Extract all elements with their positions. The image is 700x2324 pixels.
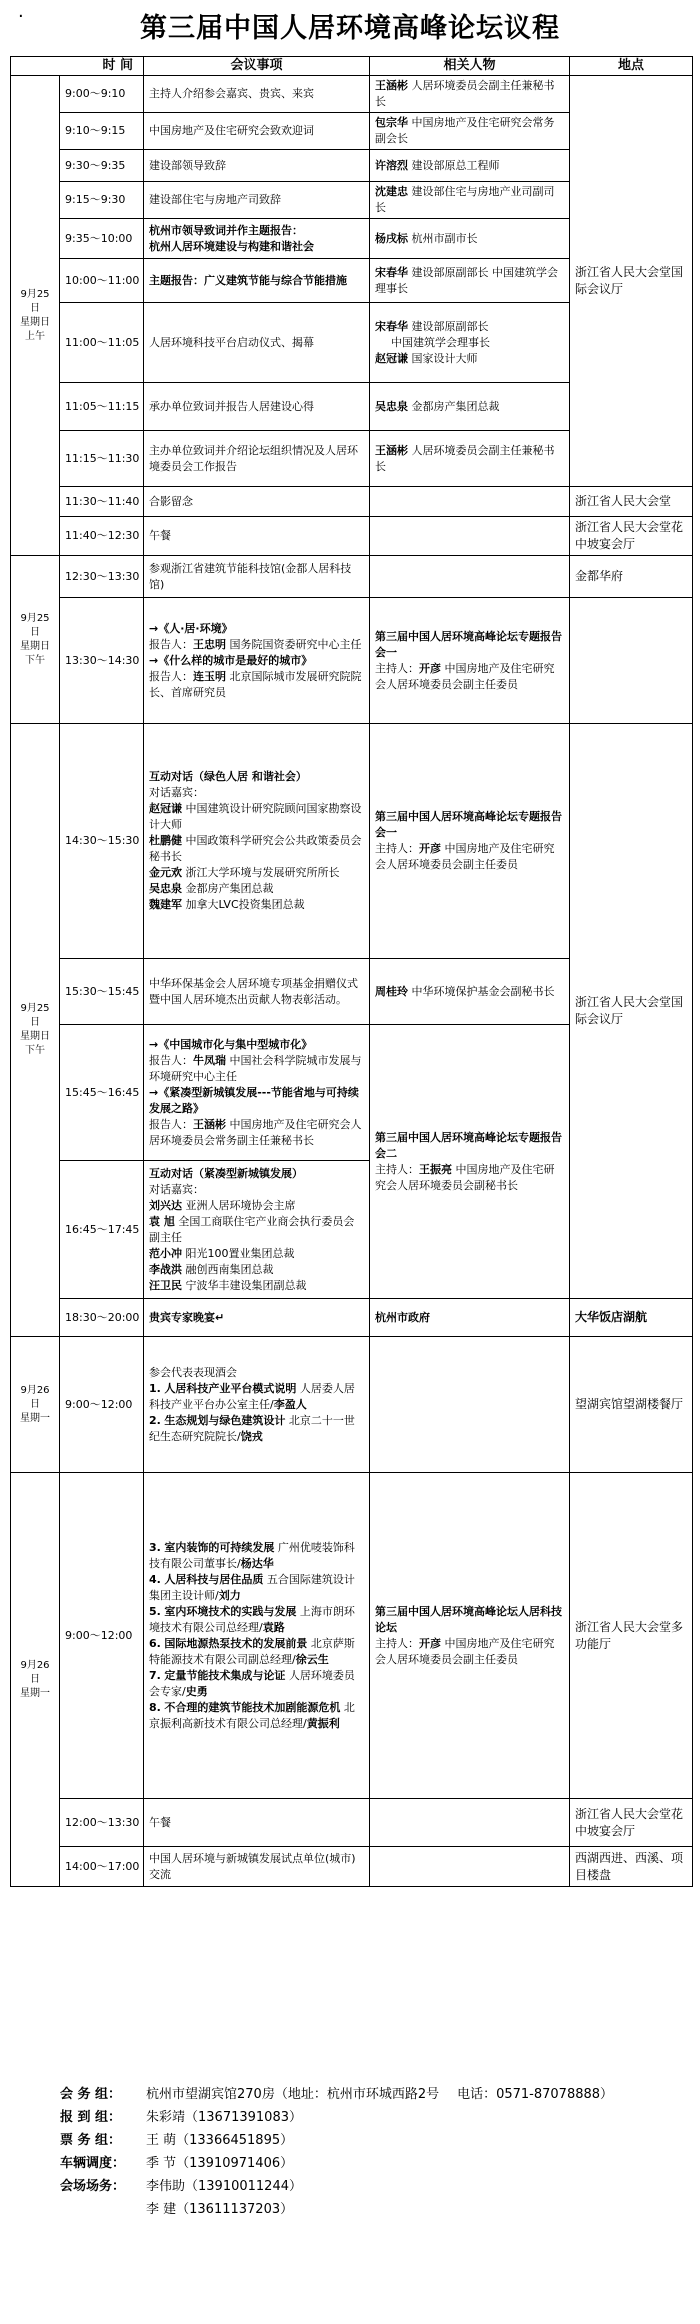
contact-row: 车辆调度： 季 节（13910971406） [60,2156,294,2171]
people-cell [370,517,570,556]
contact-footer [60,2083,680,2221]
contact-row: 票 务 组： 王 萌（13366451895） [60,2133,294,2148]
people-cell: 包宗华 中国房地产及住宅研究会常务副会长 [370,113,570,150]
people-cell [370,487,570,517]
header-row [11,57,693,76]
time-cell: 14:00～17:00 [60,1847,144,1887]
table-row [11,487,693,517]
people-cell [370,1799,570,1847]
event-cell: →《中国城市化与集中型城市化》 报告人：牛凤瑞 中国社会科学院城市发展与环境研究中心主任 →《紧凑型新城镇发展---节能省地与可持续发展之路》 报告人：王涵彬 中国房地产及住宅研究会人居环境委员会常务副主任兼秘书长 [144,1025,370,1161]
event-cell: 中华环保基金会人居环境专项基金捐赠仪式暨中国人居环境杰出贡献人物表彰活动。 [144,959,370,1025]
time-cell: 13:30～14:30 [60,598,144,724]
contact-row: 会场场务： 李伟助（13910011244） [60,2179,302,2194]
time-cell: 11:30～11:40 [60,487,144,517]
people-cell [370,1337,570,1473]
time-cell: 16:45～17:45 [60,1161,144,1299]
event-cell: 贵宾专家晚宴↵ [144,1299,370,1337]
header-people: 相关人物 [370,57,570,76]
event-cell: 杭州市领导致词并作主题报告： 杭州人居环境建设与构建和谐社会 [144,219,370,259]
time-cell: 15:30～15:45 [60,959,144,1025]
time-cell: 12:30～13:30 [60,556,144,598]
time-cell: 11:15～11:30 [60,431,144,487]
venue-cell: 浙江省人民大会堂花中坡宴会厅 [570,1799,693,1847]
people-cell: 王涵彬 人居环境委员会副主任兼秘书长 [370,76,570,113]
time-cell: 9:00～9:10 [60,76,144,113]
people-cell: 第三届中国人居环境高峰论坛人居科技论坛 主持人：开彦 中国房地产及住宅研究会人居环境委员会副主任委员 [370,1473,570,1799]
people-cell: 杭州市政府 [370,1299,570,1337]
table-row [11,1473,693,1799]
table-row [11,1847,693,1887]
time-cell: 9:00～12:00 [60,1473,144,1799]
table-row [11,1299,693,1337]
event-cell: 互动对话（紧凑型新城镇发展） 对话嘉宾： 刘兴达 亚洲人居环境协会主席 袁 旭 全国工商联住宅产业商会执行委员会副主任 范小冲 阳光100置业集团总裁 李战洪 融创西南集团总裁 汪卫民 宁波华丰建设集团副总裁 [144,1161,370,1299]
time-cell: 18:30～20:00 [60,1299,144,1337]
event-cell: 合影留念 [144,487,370,517]
event-cell: 建设部领导致辞 [144,150,370,182]
date-cell: 9月26日 星期一 [11,1473,60,1887]
event-cell: 午餐 [144,517,370,556]
time-cell: 9:10～9:15 [60,113,144,150]
people-cell: 宋春华 建设部原副部长 中国建筑学会理事长 赵冠谦 国家设计大师 [370,303,570,383]
table-row [11,76,693,113]
people-cell: 王涵彬 人居环境委员会副主任兼秘书长 [370,431,570,487]
header-event: 会议事项 [144,57,370,76]
table-row [11,1799,693,1847]
venue-cell [570,598,693,724]
venue-cell: 浙江省人民大会堂 [570,487,693,517]
people-cell: 沈建忠 建设部住宅与房地产业司副司长 [370,182,570,219]
people-cell: 第三届中国人居环境高峰论坛专题报告会一 主持人：开彦 中国房地产及住宅研究会人居环境委员会副主任委员 [370,724,570,959]
event-cell: 参观浙江省建筑节能科技馆(金都人居科技馆) [144,556,370,598]
people-cell [370,1847,570,1887]
time-cell: 9:00～12:00 [60,1337,144,1473]
event-cell: 参会代表表现酒会 1. 人居科技产业平台模式说明 人居委人居科技产业平台办公室主任/李盈人 2. 生态规划与绿色建筑设计 北京二十一世纪生态研究院院长/饶戎 [144,1337,370,1473]
people-cell: 宋春华 建设部原副部长 中国建筑学会理事长 [370,259,570,303]
time-cell: 11:00～11:05 [60,303,144,383]
contact-row: 李 建（13611137203） [146,2202,294,2217]
table-row [11,1337,693,1473]
page-title: 第三届中国人居环境高峰论坛议程 [140,13,560,44]
event-cell: →《人·居·环境》 报告人：王忠明 国务院国资委研究中心主任 →《什么样的城市是最好的城市》 报告人：连玉明 北京国际城市发展研究院院长、首席研究员 [144,598,370,724]
venue-cell: 浙江省人民大会堂多功能厅 [570,1473,693,1799]
date-cell: 9月25日 星期日 下午 [11,724,60,1337]
event-cell: 主题报告：广义建筑节能与综合节能措施 [144,259,370,303]
table-row [11,724,693,959]
table-row [11,517,693,556]
venue-cell: 大华饭店湖航 [570,1299,693,1337]
event-cell: 人居环境科技平台启动仪式、揭幕 [144,303,370,383]
bullet-dot: · [18,6,24,27]
people-cell: 杨戌标 杭州市副市长 [370,219,570,259]
time-cell: 9:35～10:00 [60,219,144,259]
event-cell: 午餐 [144,1799,370,1847]
time-cell: 9:15～9:30 [60,182,144,219]
event-cell: 建设部住宅与房地产司致辞 [144,182,370,219]
table-row [11,556,693,598]
event-cell: 3. 室内装饰的可持续发展 广州优唛装饰科技有限公司董事长/杨达华 4. 人居科技与居住品质 五合国际建筑设计集团主设计师/刘力 5. 室内环境技术的实践与发展 上海市朗环境技术有限公司总经理/袁路 6. 国际地源热泵技术的发展前景 北京萨斯特能源技术有限公司副总经理/徐云生 7. 定量节能技术集成与论证 人居环境委员会专家/史勇 8. 不合理的建筑节能技术加剧能源危机 北京振利高新技术有限公司总经理/黄振利 [144,1473,370,1799]
time-cell: 14:30～15:30 [60,724,144,959]
people-cell [370,556,570,598]
event-cell: 主持人介绍参会嘉宾、贵宾、来宾 [144,76,370,113]
contact-row: 会 务 组： 杭州市望湖宾馆270房（地址：杭州市环城西路2号 电话：0571-87078888） [60,2087,614,2102]
venue-cell: 浙江省人民大会堂国际会议厅 [570,724,693,1299]
date-cell: 9月25日 星期日 上午 [11,76,60,556]
event-cell: 互动对话（绿色人居 和谐社会） 对话嘉宾： 赵冠谦 中国建筑设计研究院顾问国家勘察设计大师 杜鹏健 中国政策科学研究会公共政策委员会秘书长 金元欢 浙江大学环境与发展研究所所长 吴忠泉 金都房产集团总裁 魏建军 加拿大LVC投资集团总裁 [144,724,370,959]
table-row [11,598,693,724]
event-cell: 中国人居环境与新城镇发展试点单位(城市)交流 [144,1847,370,1887]
contact-row: 报 到 组： 朱彩靖（13671391083） [60,2110,302,2125]
people-cell: 吴忠泉 金都房产集团总裁 [370,383,570,431]
venue-cell: 金都华府 [570,556,693,598]
header-time: 时 间 [11,57,144,76]
date-cell: 9月25日 星期日 下午 [11,556,60,724]
venue-cell: 浙江省人民大会堂花中坡宴会厅 [570,517,693,556]
venue-cell: 望湖宾馆望湖楼餐厅 [570,1337,693,1473]
time-cell: 12:00～13:30 [60,1799,144,1847]
time-cell: 15:45～16:45 [60,1025,144,1161]
time-cell: 11:40～12:30 [60,517,144,556]
people-cell: 第三届中国人居环境高峰论坛专题报告会二 主持人：王振亮 中国房地产及住宅研究会人居环境委员会副秘书长 [370,1025,570,1299]
people-cell: 周桂玲 中华环境保护基金会副秘书长 [370,959,570,1025]
event-cell: 承办单位致词并报告人居建设心得 [144,383,370,431]
header-venue: 地点 [570,57,693,76]
event-cell: 主办单位致词并介绍论坛组织情况及人居环境委员会工作报告 [144,431,370,487]
venue-cell: 浙江省人民大会堂国际会议厅 [570,76,693,487]
time-cell: 9:30～9:35 [60,150,144,182]
time-cell: 10:00～11:00 [60,259,144,303]
venue-cell: 西湖西进、西溪、项目楼盘 [570,1847,693,1887]
people-cell: 许溶烈 建设部原总工程师 [370,150,570,182]
agenda-table [10,56,693,1887]
date-cell: 9月26日 星期一 [11,1337,60,1473]
time-cell: 11:05～11:15 [60,383,144,431]
people-cell: 第三届中国人居环境高峰论坛专题报告会一 主持人：开彦 中国房地产及住宅研究会人居环境委员会副主任委员 [370,598,570,724]
event-cell: 中国房地产及住宅研究会致欢迎词 [144,113,370,150]
